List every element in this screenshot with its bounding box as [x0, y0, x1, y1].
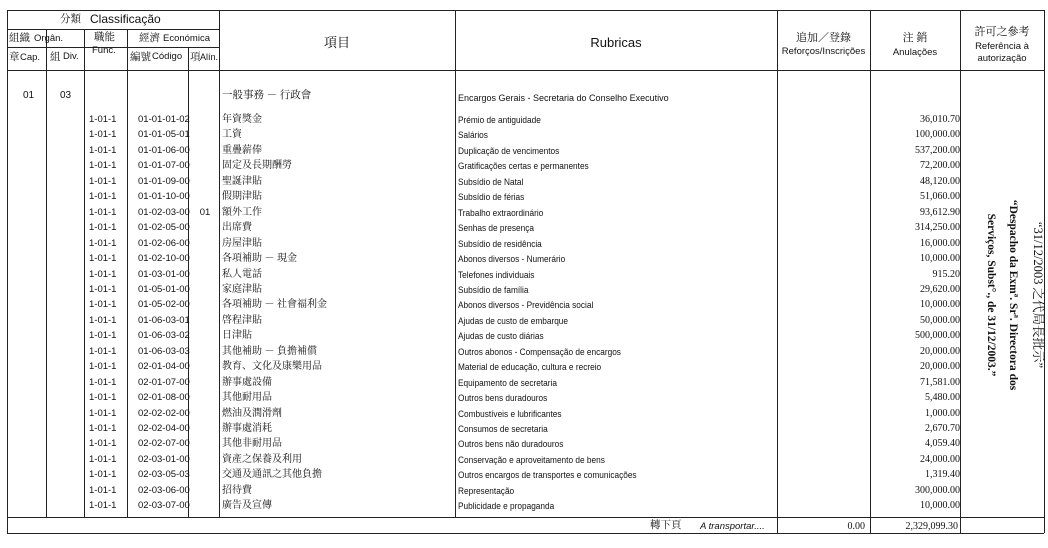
header-reforcos-pt: Reforços/Inscrições	[781, 46, 866, 57]
row-item-zh: 資產之保養及利用	[222, 453, 302, 465]
header-funcional-zh: 職能	[94, 32, 115, 43]
header-cap-pt: Cap.	[20, 52, 41, 63]
row-economic-code: 01-01-10-00	[138, 191, 190, 203]
row-item-zh: 額外工作	[222, 206, 262, 218]
row-rubrica: Abonos diversos - Previdência social	[458, 300, 594, 311]
table-row	[0, 453, 1048, 468]
table-row	[0, 206, 1048, 221]
row-item-zh: 年資獎金	[222, 114, 262, 125]
row-anulacao: 2,670.70	[925, 423, 960, 434]
row-anulacao: 500,000.00	[915, 330, 960, 342]
row-economic-code: 01-01-06-00	[138, 144, 190, 156]
row-economic-code: 01-01-09-00	[138, 175, 190, 187]
row-functional-code: 1-01-1	[89, 330, 117, 342]
row-anulacao: 50,000.00	[920, 314, 960, 326]
row-item-zh: 燃油及潤滑劑	[222, 407, 282, 419]
row-item-zh: 交通及通訊之其他負擔	[222, 469, 322, 481]
row-functional-code: 1-01-1	[89, 376, 117, 388]
table-row	[0, 144, 1048, 159]
row-economic-code: 01-02-06-00	[138, 237, 190, 249]
row-rubrica: Conservação e aproveitamento de bens	[458, 454, 605, 465]
row-functional-code: 1-01-1	[89, 206, 117, 218]
row-functional-code: 1-01-1	[89, 314, 117, 326]
table-row	[0, 190, 1048, 205]
header-funcional-pt: Func.	[92, 45, 116, 56]
row-anulacao: 29,620.00	[920, 283, 960, 295]
row-economic-code: 02-03-06-00	[138, 484, 190, 496]
row-functional-code: 1-01-1	[89, 345, 117, 357]
row-functional-code: 1-01-1	[89, 361, 117, 373]
header-economica-pt: Económica	[163, 33, 210, 44]
header-anulacoes-pt: Anulações	[892, 47, 938, 58]
table-row	[0, 175, 1048, 190]
row-economic-code: 02-03-05-03	[138, 469, 190, 481]
row-functional-code: 1-01-1	[89, 500, 117, 512]
row-item-zh: 教育、文化及康樂用品	[222, 361, 322, 373]
row-anulacao: 24,000.00	[920, 453, 960, 465]
row-rubrica: Duplicação de vencimentos	[458, 145, 560, 156]
row-functional-code: 1-01-1	[89, 469, 117, 481]
table-row	[0, 329, 1048, 344]
header-organico-zh: 組織	[9, 33, 30, 44]
row-anulacao: 537,200.00	[915, 144, 960, 156]
header-reforcos-zh: 追加／登錄	[796, 32, 851, 44]
row-item-zh: 辦事處設備	[222, 376, 272, 388]
row-anulacao: 20,000.00	[920, 361, 960, 373]
table-row	[0, 268, 1048, 283]
row-rubrica: Outros abonos - Compensação de encargos	[458, 346, 621, 357]
row-rubrica: Combustíveis e lubrificantes	[458, 408, 562, 419]
row-functional-code: 1-01-1	[89, 484, 117, 496]
table-row	[0, 298, 1048, 313]
row-item-zh: 日津貼	[222, 330, 252, 342]
row-item-zh: 聖誕津貼	[222, 175, 262, 187]
row-economic-code: 01-02-05-00	[138, 222, 190, 234]
row-item-zh: 啓程津貼	[222, 314, 262, 326]
row-item-zh: 其他非耐用品	[222, 438, 282, 450]
row-functional-code: 1-01-1	[89, 175, 117, 187]
row-economic-code: 01-06-03-02	[138, 330, 190, 342]
row-item-zh: 其他補助 － 負擔補償	[222, 345, 317, 357]
header-referencia-pt1: Referência à	[975, 41, 1029, 52]
row-functional-code: 1-01-1	[89, 453, 117, 465]
table-row	[0, 283, 1048, 298]
footer-reforcos-total: 0.00	[847, 521, 865, 532]
header-classificacao-zh: 分類	[60, 14, 81, 25]
row-rubrica: Outros bens não duradouros	[458, 439, 564, 450]
table-row	[0, 314, 1048, 329]
header-rubricas: Rubricas	[590, 35, 642, 50]
row-economic-code: 01-01-01-02	[138, 114, 190, 125]
row-item-zh: 其他耐用品	[222, 392, 272, 404]
row-rubrica: Ajudas de custo diárias	[458, 331, 544, 342]
row-economic-code: 02-02-02-00	[138, 407, 190, 419]
row-anulacao: 5,480.00	[925, 392, 960, 404]
section-cap: 01	[23, 90, 35, 101]
row-rubrica: Equipamento de secretaria	[458, 377, 557, 388]
row-rubrica: Publicidade e propaganda	[458, 501, 555, 512]
row-alinea: 01	[199, 206, 211, 218]
row-rubrica: Salários	[458, 130, 488, 141]
row-rubrica: Abonos diversos - Numerário	[458, 254, 566, 265]
row-item-zh: 招待費	[222, 484, 252, 496]
row-item-zh: 各項補助 － 社會福利金	[222, 299, 327, 311]
row-anulacao: 300,000.00	[915, 484, 960, 496]
table-row	[0, 237, 1048, 252]
row-anulacao: 100,000.00	[915, 129, 960, 141]
row-economic-code: 01-05-01-00	[138, 283, 190, 295]
row-functional-code: 1-01-1	[89, 268, 117, 280]
row-economic-code: 01-05-02-00	[138, 299, 190, 311]
authorization-line-3: Serviços, Subst°., de 31/12/2003.”	[985, 213, 997, 377]
table-row	[0, 128, 1048, 143]
row-functional-code: 1-01-1	[89, 299, 117, 311]
row-rubrica: Representação	[458, 485, 515, 496]
row-economic-code: 02-01-04-00	[138, 361, 190, 373]
table-row	[0, 159, 1048, 174]
row-economic-code: 02-03-07-00	[138, 500, 190, 512]
footer-bottom-border	[7, 533, 1044, 534]
header-div-zh: 組	[50, 52, 61, 63]
row-rubrica: Senhas de presença	[458, 223, 534, 234]
section-rubrica: Encargos Gerais - Secretaria do Conselho Executivo	[458, 93, 669, 103]
row-functional-code: 1-01-1	[89, 114, 117, 125]
row-anulacao: 1,319.40	[925, 469, 960, 481]
row-functional-code: 1-01-1	[89, 237, 117, 249]
row-rubrica: Subsídio de residência	[458, 238, 542, 249]
header-div-pt: Div.	[63, 51, 79, 62]
row-functional-code: 1-01-1	[89, 191, 117, 203]
row-anulacao: 1,000.00	[925, 407, 960, 419]
header-bottom-border	[7, 70, 1044, 71]
body-bottom-border	[7, 517, 1044, 518]
header-organico-pt: Orgân.	[34, 33, 64, 44]
row-economic-code: 02-03-01-00	[138, 453, 190, 465]
header-anulacoes-zh: 注 銷	[902, 32, 928, 44]
table-row	[0, 468, 1048, 483]
row-item-zh: 各項補助 － 現金	[222, 253, 297, 265]
header-rule-1	[7, 29, 219, 30]
row-economic-code: 01-06-03-03	[138, 345, 190, 357]
row-anulacao: 10,000.00	[920, 299, 960, 311]
row-economic-code: 02-02-04-00	[138, 423, 190, 434]
authorization-line-2: “Despacho da Exmª. Srª. Directora dos	[1007, 199, 1019, 391]
table-row	[0, 252, 1048, 267]
table-row	[0, 360, 1048, 375]
header-referencia-pt2: autorização	[977, 53, 1027, 64]
row-rubrica: Telefones individuais	[458, 269, 535, 280]
row-economic-code: 01-02-10-00	[138, 253, 190, 265]
row-functional-code: 1-01-1	[89, 438, 117, 450]
header-alin-zh: 項	[190, 52, 201, 63]
row-economic-code: 02-01-07-00	[138, 376, 190, 388]
section-item-zh: 一般事務 － 行政會	[222, 90, 312, 101]
row-rubrica: Consumos de secretaria	[458, 424, 548, 434]
header-economica-zh: 經濟	[139, 33, 160, 44]
table-row	[0, 345, 1048, 360]
row-item-zh: 房屋津貼	[222, 237, 262, 249]
row-functional-code: 1-01-1	[89, 160, 117, 172]
row-anulacao: 20,000.00	[920, 345, 960, 357]
row-rubrica: Gratificações certas e permanentes	[458, 161, 589, 172]
row-anulacao: 71,581.00	[920, 376, 960, 388]
row-economic-code: 02-01-08-00	[138, 392, 190, 404]
row-item-zh: 假期津貼	[222, 191, 262, 203]
row-item-zh: 工資	[222, 129, 242, 141]
row-anulacao: 93,612.90	[920, 206, 960, 218]
row-functional-code: 1-01-1	[89, 423, 117, 434]
header-codigo-pt: Código	[152, 51, 183, 62]
header-referencia-zh: 許可之參考	[974, 26, 1030, 38]
section-div: 03	[60, 90, 72, 101]
footer-transportar-pt: A transportar....	[700, 521, 765, 532]
row-functional-code: 1-01-1	[89, 407, 117, 419]
row-anulacao: 915.20	[932, 268, 960, 280]
row-item-zh: 固定及長期酬勞	[222, 160, 292, 172]
row-rubrica: Subsídio de família	[458, 284, 529, 295]
row-rubrica: Prémio de antiguidade	[458, 115, 541, 125]
row-economic-code: 01-01-07-00	[138, 160, 190, 172]
row-item-zh: 私人電話	[222, 268, 262, 280]
header-alin-pt: Alín.	[200, 52, 219, 62]
row-functional-code: 1-01-1	[89, 392, 117, 404]
row-anulacao: 314,250.00	[915, 222, 960, 234]
row-rubrica: Subsídio de férias	[458, 192, 525, 203]
header-codigo-zh: 編號	[130, 52, 151, 63]
row-functional-code: 1-01-1	[89, 129, 117, 141]
row-economic-code: 02-02-07-00	[138, 438, 190, 450]
row-rubrica: Subsídio de Natal	[458, 176, 524, 187]
table-row	[0, 437, 1048, 452]
row-functional-code: 1-01-1	[89, 283, 117, 295]
row-rubrica: Trabalho extraordinário	[458, 207, 544, 218]
row-anulacao: 36,010.70	[920, 114, 960, 125]
header-classificacao-pt: Classificação	[90, 12, 161, 26]
row-economic-code: 01-03-01-00	[138, 268, 190, 280]
authorization-reference	[960, 185, 1048, 405]
table-row	[0, 113, 1048, 128]
row-rubrica: Material de educação, cultura e recreio	[458, 362, 602, 373]
footer-transportar-zh: 轉下頁	[650, 520, 682, 531]
row-functional-code: 1-01-1	[89, 222, 117, 234]
table-row	[0, 499, 1048, 514]
row-economic-code: 01-06-03-01	[138, 314, 190, 326]
row-rubrica: Outros bens duradouros	[458, 393, 548, 404]
row-anulacao: 10,000.00	[920, 253, 960, 265]
row-rubrica: Outros encargos de transportes e comunicações	[458, 470, 637, 481]
authorization-line-1: “31/12/2003 之代局長批示”	[1031, 221, 1045, 369]
row-item-zh: 出席費	[222, 222, 252, 234]
table-top-border	[7, 10, 1044, 11]
row-item-zh: 辦事處消耗	[222, 423, 272, 434]
row-anulacao: 51,060.00	[920, 191, 960, 203]
row-anulacao: 4,059.40	[925, 438, 960, 450]
row-item-zh: 廣告及宣傳	[222, 500, 272, 512]
header-cap-zh: 章	[9, 52, 20, 63]
row-anulacao: 72,200.00	[920, 160, 960, 172]
table-row	[0, 422, 1048, 437]
table-row	[0, 484, 1048, 499]
row-anulacao: 10,000.00	[920, 500, 960, 512]
row-rubrica: Ajudas de custo de embarque	[458, 315, 569, 326]
row-functional-code: 1-01-1	[89, 253, 117, 265]
table-row	[0, 407, 1048, 422]
row-economic-code: 01-01-05-01	[138, 129, 190, 141]
row-anulacao: 48,120.00	[920, 175, 960, 187]
table-row	[0, 221, 1048, 236]
row-functional-code: 1-01-1	[89, 144, 117, 156]
row-anulacao: 16,000.00	[920, 237, 960, 249]
row-item-zh: 家庭津貼	[222, 283, 262, 295]
row-item-zh: 重疊薪俸	[222, 144, 262, 156]
footer-anulacoes-total: 2,329,099.30	[905, 521, 958, 532]
table-row	[0, 391, 1048, 406]
row-economic-code: 01-02-03-00	[138, 206, 190, 218]
header-item-zh: 項目	[323, 35, 350, 50]
table-row	[0, 376, 1048, 391]
